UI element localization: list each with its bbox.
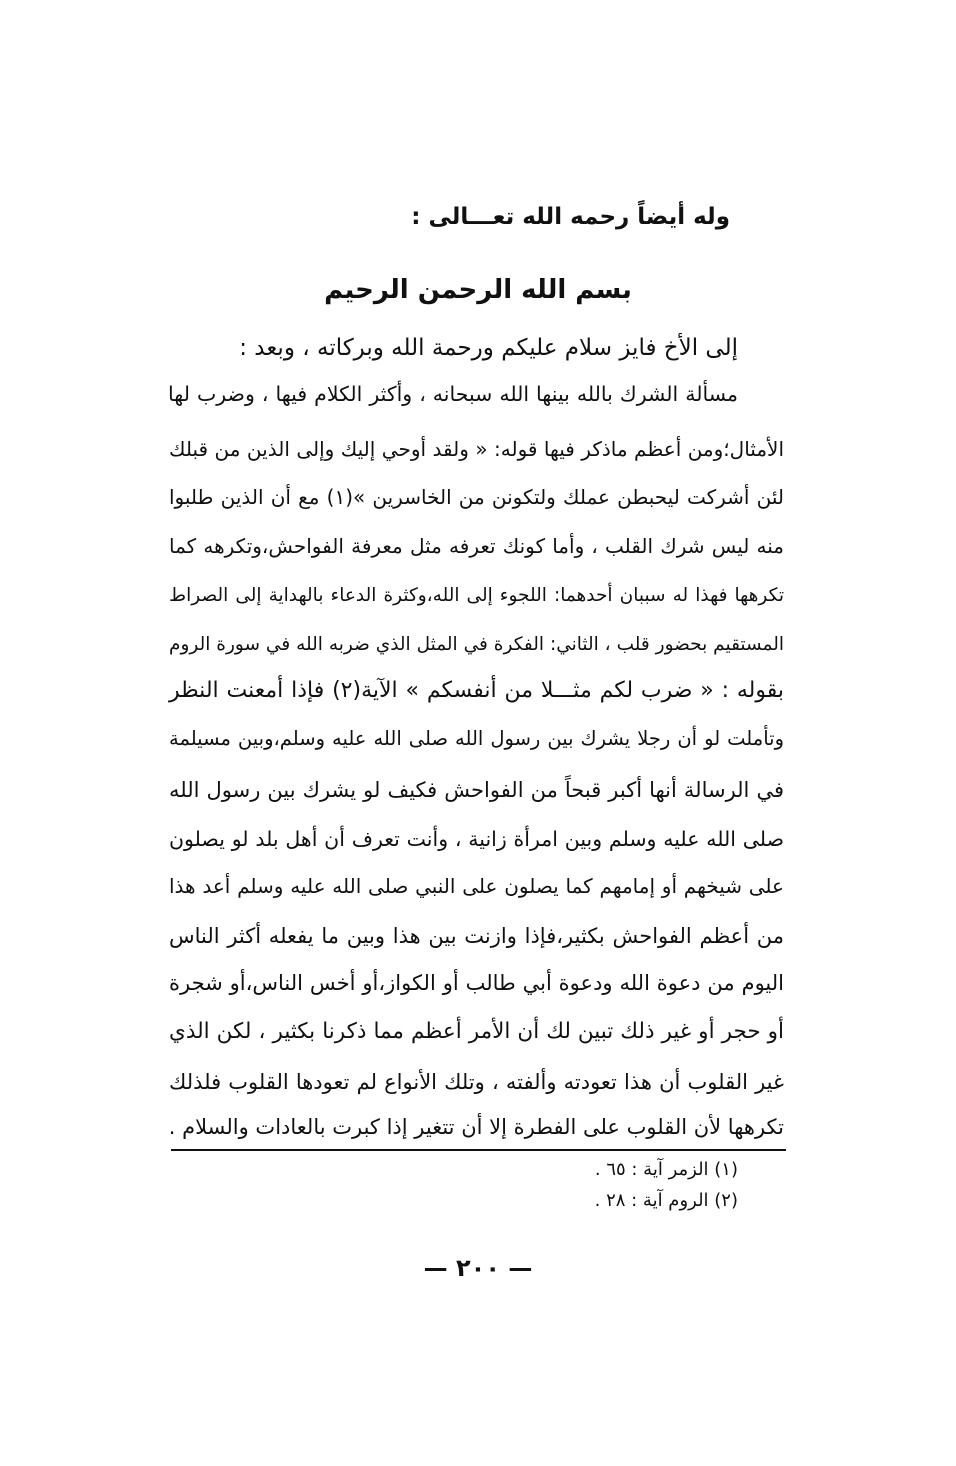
- footnote-1: (١) الزمر آية : ٦٥ .: [594, 1159, 738, 1180]
- body-line: منه ليس شرك القلب ، وأما كونك تعرفه مثل معرفة الفواحش،وتكرهه كما: [169, 534, 784, 558]
- footnote-2: (٢) الروم آية : ٢٨ .: [594, 1190, 738, 1211]
- body-line: تكرهها لأن القلوب على الفطرة إلا أن تتغير إذا كبرت بالعادات والسلام .: [168, 1115, 784, 1139]
- section-intro: وله أيضاً رحمه الله تعـــالى :: [411, 204, 730, 230]
- body-line: المستقيم بحضور قلب ، الثاني: الفكرة في المثل الذي ضربه الله في سورة الروم: [169, 634, 784, 655]
- body-line: من أعظم الفواحش بكثير،فإذا وازنت بين هذا وبين ما يفعله أكثر الناس: [169, 924, 784, 948]
- body-line: في الرسالة أنها أكبر قبحاً من الفواحش فكيف لو يشرك بين رسول الله: [169, 778, 784, 802]
- body-line: وتأملت لو أن رجلا يشرك بين رسول الله صلى الله عليه وسلم،وبين مسيلمة: [169, 727, 784, 750]
- body-line: مسألة الشرك بالله بينها الله سبحانه ، وأكثر الكلام فيها ، وضرب لها: [168, 382, 738, 406]
- body-line: غير القلوب أن هذا تعودته وألفته ، وتلك الأنواع لم تعودها القلوب فلذلك: [169, 1070, 784, 1094]
- footnote-separator: [171, 1149, 786, 1151]
- body-line: الأمثال؛ومن أعظم ماذكر فيها قوله: « ولقد أوحي إليك وإلى الذين من قبلك: [169, 437, 784, 461]
- body-line: على شيخهم أو إمامهم كما يصلون على النبي صلى الله عليه وسلم أعد هذا: [169, 874, 784, 898]
- basmala-heading: بسم الله الرحمن الرحيم: [324, 275, 632, 305]
- body-line: تكرهها فهذا له سببان أحدهما: اللجوء إلى الله،وكثرة الدعاء بالهداية إلى الصراط: [169, 585, 784, 606]
- body-line: اليوم من دعوة الله ودعوة أبي طالب أو الكواز،أو أخس الناس،أو شجرة: [169, 971, 784, 995]
- body-line: بقوله : « ضرب لكم مثـــلا من أنفسكم » الآية(٢) فإذا أمعنت النظر: [169, 678, 784, 703]
- body-line: صلى الله عليه وسلم وبين امرأة زانية ، وأنت تعرف أن أهل بلد لو يصلون: [169, 827, 784, 851]
- body-line: أو حجر أو غير ذلك تبين لك أن الأمر أعظم مما ذكرنا بكثير ، لكن الذي: [169, 1019, 784, 1044]
- body-line: لئن أشركت ليحبطن عملك ولتكونن من الخاسرين »(١) مع أن الذين طلبوا: [169, 485, 784, 509]
- page-number: — ٢٠٠ —: [423, 1254, 533, 1282]
- salutation-line: إلى الأخ فايز سلام عليكم ورحمة الله وبركاته ، وبعد :: [239, 335, 738, 361]
